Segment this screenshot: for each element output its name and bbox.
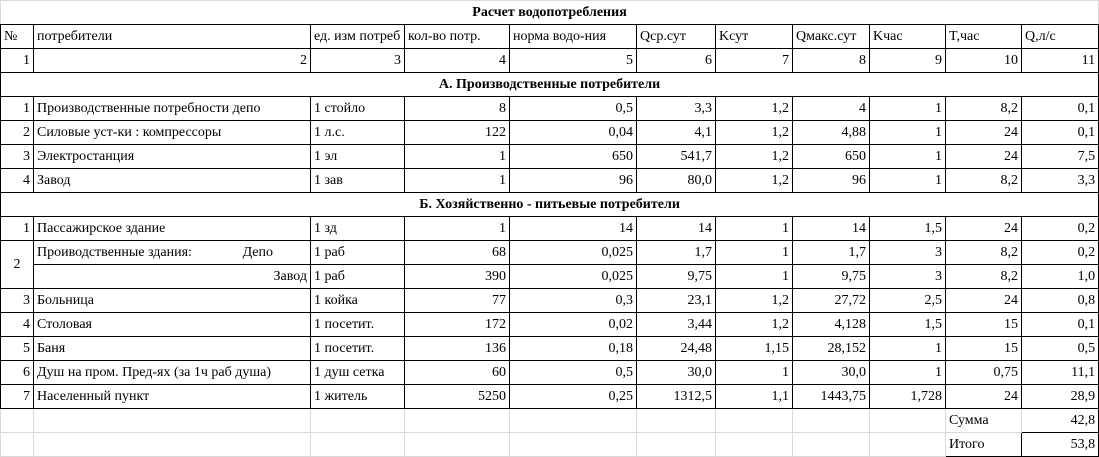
cell-value: 1: [716, 217, 793, 241]
cell-value: 8,2: [946, 265, 1022, 289]
cell-value: 14: [637, 217, 716, 241]
header-cell: Q,л/с: [1022, 25, 1099, 49]
unit: 1 раб: [311, 241, 405, 265]
sum-value: 42,8: [1022, 409, 1099, 433]
cell-value: 1,2: [716, 97, 793, 121]
table-row: [1, 145, 1099, 169]
cell-value: 24: [946, 289, 1022, 313]
table-row: [1, 289, 1099, 313]
cell-value: 30,0: [637, 361, 716, 385]
cell-value: 1,7: [793, 241, 870, 265]
cell-value: 3,3: [637, 97, 716, 121]
cell-value: 8: [405, 97, 510, 121]
cell-value: 24: [946, 217, 1022, 241]
header-cell: Qмакс.сут: [793, 25, 870, 49]
summary-total-row: [1, 433, 1099, 457]
cell-value: 0,25: [510, 385, 637, 409]
cell-value: 1: [870, 169, 946, 193]
consumer-group-label: Проиводственные здания:: [37, 245, 192, 260]
consumer-name: Производственные потребности депо: [34, 97, 311, 121]
header-cell: Kсут: [716, 25, 793, 49]
row-number: 5: [1, 337, 34, 361]
cell-value: 3,44: [637, 313, 716, 337]
cell-value: 28,152: [793, 337, 870, 361]
section-a-row: [1, 73, 1099, 97]
cell-value: 1: [870, 97, 946, 121]
column-number: 8: [793, 49, 870, 73]
cell-value: 24: [946, 121, 1022, 145]
cell-value: 1: [716, 241, 793, 265]
cell-value: 4,1: [637, 121, 716, 145]
cell-value: 1: [870, 337, 946, 361]
cell-value: 0,5: [510, 361, 637, 385]
cell-value: 27,72: [793, 289, 870, 313]
title-row: [1, 1, 1099, 25]
cell-value: 24: [946, 145, 1022, 169]
cell-value: 0,18: [510, 337, 637, 361]
consumer-name: Баня: [34, 337, 311, 361]
section-b-heading: Б. Хозяйственно - питьевые потребители: [1, 193, 1099, 217]
cell-value: 1: [870, 121, 946, 145]
table-row: [1, 313, 1099, 337]
unit: 1 л.с.: [311, 121, 405, 145]
cell-value: 0,75: [946, 361, 1022, 385]
consumer-name: Столовая: [34, 313, 311, 337]
cell-value: 1: [716, 265, 793, 289]
cell-value: 9,75: [637, 265, 716, 289]
cell-value: 9,75: [793, 265, 870, 289]
cell-value: 1: [405, 145, 510, 169]
consumer-name: Душ на пром. Пред-ях (за 1ч раб душа): [34, 361, 311, 385]
table-row: [1, 97, 1099, 121]
cell-value: 1,5: [870, 313, 946, 337]
header-cell: кол-во потр.: [405, 25, 510, 49]
row-number: 2: [1, 121, 34, 145]
column-number: 5: [510, 49, 637, 73]
column-number: 10: [946, 49, 1022, 73]
cell-value: 2,5: [870, 289, 946, 313]
cell-value: 0,5: [510, 97, 637, 121]
table-title: Расчет водопотребления: [1, 1, 1099, 25]
cell-value: 96: [510, 169, 637, 193]
unit: 1 эл: [311, 145, 405, 169]
unit: 1 житель: [311, 385, 405, 409]
cell-value: 1,2: [716, 313, 793, 337]
cell-value: 8,2: [946, 169, 1022, 193]
cell-value: 8,2: [946, 97, 1022, 121]
cell-value: 14: [510, 217, 637, 241]
cell-value: 1312,5: [637, 385, 716, 409]
unit: 1 койка: [311, 289, 405, 313]
header-row: [1, 25, 1099, 49]
row-number: 4: [1, 313, 34, 337]
table-row: [1, 169, 1099, 193]
table-row: [1, 361, 1099, 385]
cell-value: 172: [405, 313, 510, 337]
total-value: 53,8: [1022, 433, 1099, 457]
cell-value: 1,7: [637, 241, 716, 265]
sum-label: Сумма: [946, 409, 1022, 433]
header-cell: норма водо-ния: [510, 25, 637, 49]
row-number: 3: [1, 289, 34, 313]
column-number: 1: [1, 49, 34, 73]
cell-value: 30,0: [793, 361, 870, 385]
cell-value: 96: [793, 169, 870, 193]
cell-value: 1: [405, 217, 510, 241]
cell-value: 3: [870, 265, 946, 289]
consumer-subitem: Завод: [34, 265, 311, 289]
cell-value: 4,88: [793, 121, 870, 145]
unit: 1 душ сетка: [311, 361, 405, 385]
cell-value: 1: [716, 361, 793, 385]
row-number: 4: [1, 169, 34, 193]
cell-value: 1443,75: [793, 385, 870, 409]
cell-value: 15: [946, 337, 1022, 361]
row-number: 1: [1, 97, 34, 121]
cell-value: 0,2: [1022, 217, 1099, 241]
cell-value: 11,1: [1022, 361, 1099, 385]
unit: 1 посетит.: [311, 313, 405, 337]
row-number: 7: [1, 385, 34, 409]
table-row: [1, 385, 1099, 409]
column-number: 3: [311, 49, 405, 73]
cell-value: 1,15: [716, 337, 793, 361]
column-number: 9: [870, 49, 946, 73]
section-b-row: [1, 193, 1099, 217]
cell-value: 390: [405, 265, 510, 289]
table-row: [1, 337, 1099, 361]
row-number: 6: [1, 361, 34, 385]
section-a-body: [1, 97, 1099, 193]
cell-value: 1,1: [716, 385, 793, 409]
cell-value: 4,128: [793, 313, 870, 337]
column-number: 4: [405, 49, 510, 73]
cell-value: 0,1: [1022, 97, 1099, 121]
cell-value: 0,2: [1022, 241, 1099, 265]
cell-value: 0,1: [1022, 121, 1099, 145]
cell-value: 1,2: [716, 121, 793, 145]
section-b-body: [1, 289, 1099, 409]
cell-value: 4: [793, 97, 870, 121]
consumer-name: Силовые уст-ки : компрессоры: [34, 121, 311, 145]
cell-value: 3,3: [1022, 169, 1099, 193]
cell-value: 1: [870, 361, 946, 385]
cell-value: 1,5: [870, 217, 946, 241]
cell-value: 1,728: [870, 385, 946, 409]
header-cell: Qср.сут: [637, 25, 716, 49]
cell-value: 0,1: [1022, 313, 1099, 337]
header-cell: потребители: [34, 25, 311, 49]
column-number: 7: [716, 49, 793, 73]
table-row: [1, 241, 1099, 265]
cell-value: 3: [870, 241, 946, 265]
column-number: 6: [637, 49, 716, 73]
cell-value: 0,8: [1022, 289, 1099, 313]
header-cell: Kчас: [870, 25, 946, 49]
header-cell: ед. изм потреб: [311, 25, 405, 49]
cell-value: 1,2: [716, 289, 793, 313]
row-number: 3: [1, 145, 34, 169]
cell-value: 1,2: [716, 169, 793, 193]
cell-value: 1,0: [1022, 265, 1099, 289]
cell-value: 1,2: [716, 145, 793, 169]
cell-value: 15: [946, 313, 1022, 337]
cell-value: 0,025: [510, 265, 637, 289]
cell-value: 0,025: [510, 241, 637, 265]
cell-value: 60: [405, 361, 510, 385]
consumer-name: [34, 241, 311, 265]
unit: 1 зав: [311, 169, 405, 193]
consumer-name: Электростанция: [34, 145, 311, 169]
unit: 1 раб: [311, 265, 405, 289]
cell-value: 650: [793, 145, 870, 169]
unit: 1 посетит.: [311, 337, 405, 361]
cell-value: 136: [405, 337, 510, 361]
cell-value: 14: [793, 217, 870, 241]
cell-value: 68: [405, 241, 510, 265]
consumer-name: Пассажирское здание: [34, 217, 311, 241]
table-row: [1, 217, 1099, 241]
cell-value: 0,04: [510, 121, 637, 145]
row-number: 2: [1, 241, 34, 289]
cell-value: 650: [510, 145, 637, 169]
row-number: 1: [1, 217, 34, 241]
header-cell: №: [1, 25, 34, 49]
cell-value: 24,48: [637, 337, 716, 361]
cell-value: 122: [405, 121, 510, 145]
cell-value: 8,2: [946, 241, 1022, 265]
cell-value: 541,7: [637, 145, 716, 169]
cell-value: 77: [405, 289, 510, 313]
cell-value: 80,0: [637, 169, 716, 193]
consumer-name: Больница: [34, 289, 311, 313]
table-row: [1, 265, 1099, 289]
unit: 1 зд: [311, 217, 405, 241]
cell-value: 1: [405, 169, 510, 193]
table-row: [1, 121, 1099, 145]
section-a-heading: А. Производственные потребители: [1, 73, 1099, 97]
total-label: Итого: [946, 433, 1022, 457]
cell-value: 0,3: [510, 289, 637, 313]
cell-value: 7,5: [1022, 145, 1099, 169]
cell-value: 5250: [405, 385, 510, 409]
cell-value: 28,9: [1022, 385, 1099, 409]
cell-value: 0,02: [510, 313, 637, 337]
unit: 1 стойло: [311, 97, 405, 121]
consumer-name: Населенный пункт: [34, 385, 311, 409]
cell-value: 1: [870, 145, 946, 169]
column-number: 2: [34, 49, 311, 73]
column-number: 11: [1022, 49, 1099, 73]
consumer-name: Завод: [34, 169, 311, 193]
header-cell: T,час: [946, 25, 1022, 49]
consumer-subitem: Депо: [242, 245, 273, 260]
cell-value: 23,1: [637, 289, 716, 313]
column-number-row: [1, 49, 1099, 73]
cell-value: 0,5: [1022, 337, 1099, 361]
cell-value: 24: [946, 385, 1022, 409]
summary-sum-row: [1, 409, 1099, 433]
